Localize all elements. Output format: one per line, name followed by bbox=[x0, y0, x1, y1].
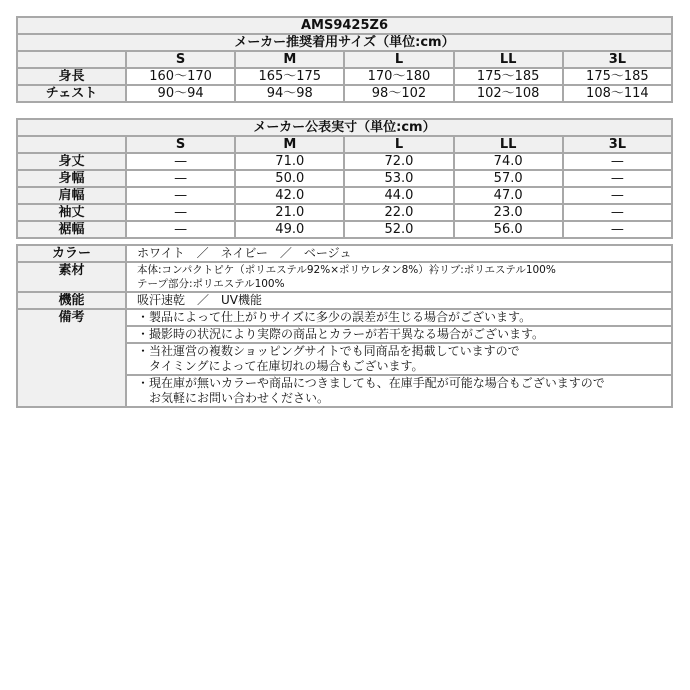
size-header: 3L bbox=[563, 136, 672, 153]
cell: 50.0 bbox=[235, 170, 344, 187]
note-line: ・当社運営の複数ショッピングサイトでも同商品を掲載していますので bbox=[137, 344, 520, 358]
size-header: S bbox=[126, 136, 235, 153]
note-line: タイミングによって在庫切れの場合もございます。 bbox=[137, 359, 424, 373]
cell: — bbox=[563, 153, 672, 170]
table-row bbox=[17, 221, 672, 238]
material-label: 素材 bbox=[17, 262, 126, 292]
cell: 44.0 bbox=[344, 187, 453, 204]
row-label: 身幅 bbox=[17, 170, 126, 187]
cell: 57.0 bbox=[454, 170, 563, 187]
cell: 165～175 bbox=[235, 68, 344, 85]
size-header: M bbox=[235, 51, 344, 68]
cell: — bbox=[563, 187, 672, 204]
function-row bbox=[17, 292, 672, 309]
size-header: L bbox=[344, 136, 453, 153]
cell: — bbox=[563, 221, 672, 238]
cell: — bbox=[126, 221, 235, 238]
note-item bbox=[126, 375, 672, 407]
corner-cell bbox=[17, 136, 126, 153]
corner-cell bbox=[17, 51, 126, 68]
cell: 22.0 bbox=[344, 204, 453, 221]
cell: 160～170 bbox=[126, 68, 235, 85]
cell: — bbox=[126, 153, 235, 170]
row-label: チェスト bbox=[17, 85, 126, 102]
actual-size-title: メーカー公表実寸（単位:cm） bbox=[17, 119, 672, 136]
cell: — bbox=[563, 204, 672, 221]
material-value bbox=[126, 262, 672, 292]
row-label: 裾幅 bbox=[17, 221, 126, 238]
row-label: 身長 bbox=[17, 68, 126, 85]
table-row bbox=[17, 153, 672, 170]
material-row bbox=[17, 262, 672, 292]
material-line: 本体:コンパクトピケ（ポリエステル92%×ポリウレタン8%）衿リブ:ポリエステル100% bbox=[137, 264, 556, 276]
size-header-row bbox=[17, 51, 672, 68]
note-line: ・現在庫が無いカラーや商品につきましても、在庫手配が可能な場合もございますので bbox=[137, 376, 605, 390]
cell: 108～114 bbox=[563, 85, 672, 102]
cell: 47.0 bbox=[454, 187, 563, 204]
size-header: L bbox=[344, 51, 453, 68]
note-line: ・製品によって仕上がりサイズに多少の誤差が生じる場合がございます。 bbox=[137, 310, 532, 324]
row-label: 肩幅 bbox=[17, 187, 126, 204]
cell: 71.0 bbox=[235, 153, 344, 170]
note-line: ・撮影時の状況により実際の商品とカラーが若干異なる場合がございます。 bbox=[137, 327, 545, 341]
cell: 90～94 bbox=[126, 85, 235, 102]
cell: 56.0 bbox=[454, 221, 563, 238]
notes-label: 備考 bbox=[17, 309, 126, 407]
color-row bbox=[17, 245, 672, 262]
cell: 42.0 bbox=[235, 187, 344, 204]
size-header: LL bbox=[454, 51, 563, 68]
size-header: LL bbox=[454, 136, 563, 153]
cell: 175～185 bbox=[563, 68, 672, 85]
cell: 98～102 bbox=[344, 85, 453, 102]
size-header: M bbox=[235, 136, 344, 153]
material-line: テープ部分:ポリエステル100% bbox=[137, 278, 285, 290]
cell: 53.0 bbox=[344, 170, 453, 187]
recommended-size-title: メーカー推奨着用サイズ（単位:cm） bbox=[17, 34, 672, 51]
spec-table bbox=[16, 244, 673, 408]
table-row bbox=[17, 187, 672, 204]
recommended-size-table bbox=[16, 16, 673, 103]
color-label: カラー bbox=[17, 245, 126, 262]
cell: 74.0 bbox=[454, 153, 563, 170]
note-item bbox=[126, 309, 672, 326]
cell: — bbox=[126, 204, 235, 221]
cell: 175～185 bbox=[454, 68, 563, 85]
cell: — bbox=[126, 170, 235, 187]
table-row bbox=[17, 204, 672, 221]
cell: 52.0 bbox=[344, 221, 453, 238]
cell: 94～98 bbox=[235, 85, 344, 102]
color-value: ホワイト ／ ネイビー ／ ベージュ bbox=[126, 245, 672, 262]
row-label: 身丈 bbox=[17, 153, 126, 170]
cell: — bbox=[126, 187, 235, 204]
function-label: 機能 bbox=[17, 292, 126, 309]
function-value: 吸汗速乾 ／ UV機能 bbox=[126, 292, 672, 309]
table-row bbox=[17, 85, 672, 102]
cell: 72.0 bbox=[344, 153, 453, 170]
note-item bbox=[126, 343, 672, 375]
size-header-row bbox=[17, 136, 672, 153]
product-code: AMS9425Z6 bbox=[17, 17, 672, 34]
note-line: お気軽にお問い合わせください。 bbox=[137, 391, 330, 405]
size-header: 3L bbox=[563, 51, 672, 68]
note-item bbox=[126, 326, 672, 343]
row-label: 袖丈 bbox=[17, 204, 126, 221]
cell: 23.0 bbox=[454, 204, 563, 221]
size-header: S bbox=[126, 51, 235, 68]
table-row bbox=[17, 68, 672, 85]
cell: 21.0 bbox=[235, 204, 344, 221]
table-row bbox=[17, 170, 672, 187]
cell: 49.0 bbox=[235, 221, 344, 238]
cell: — bbox=[563, 170, 672, 187]
cell: 170～180 bbox=[344, 68, 453, 85]
cell: 102～108 bbox=[454, 85, 563, 102]
actual-size-table bbox=[16, 118, 673, 239]
notes-row bbox=[17, 309, 672, 326]
